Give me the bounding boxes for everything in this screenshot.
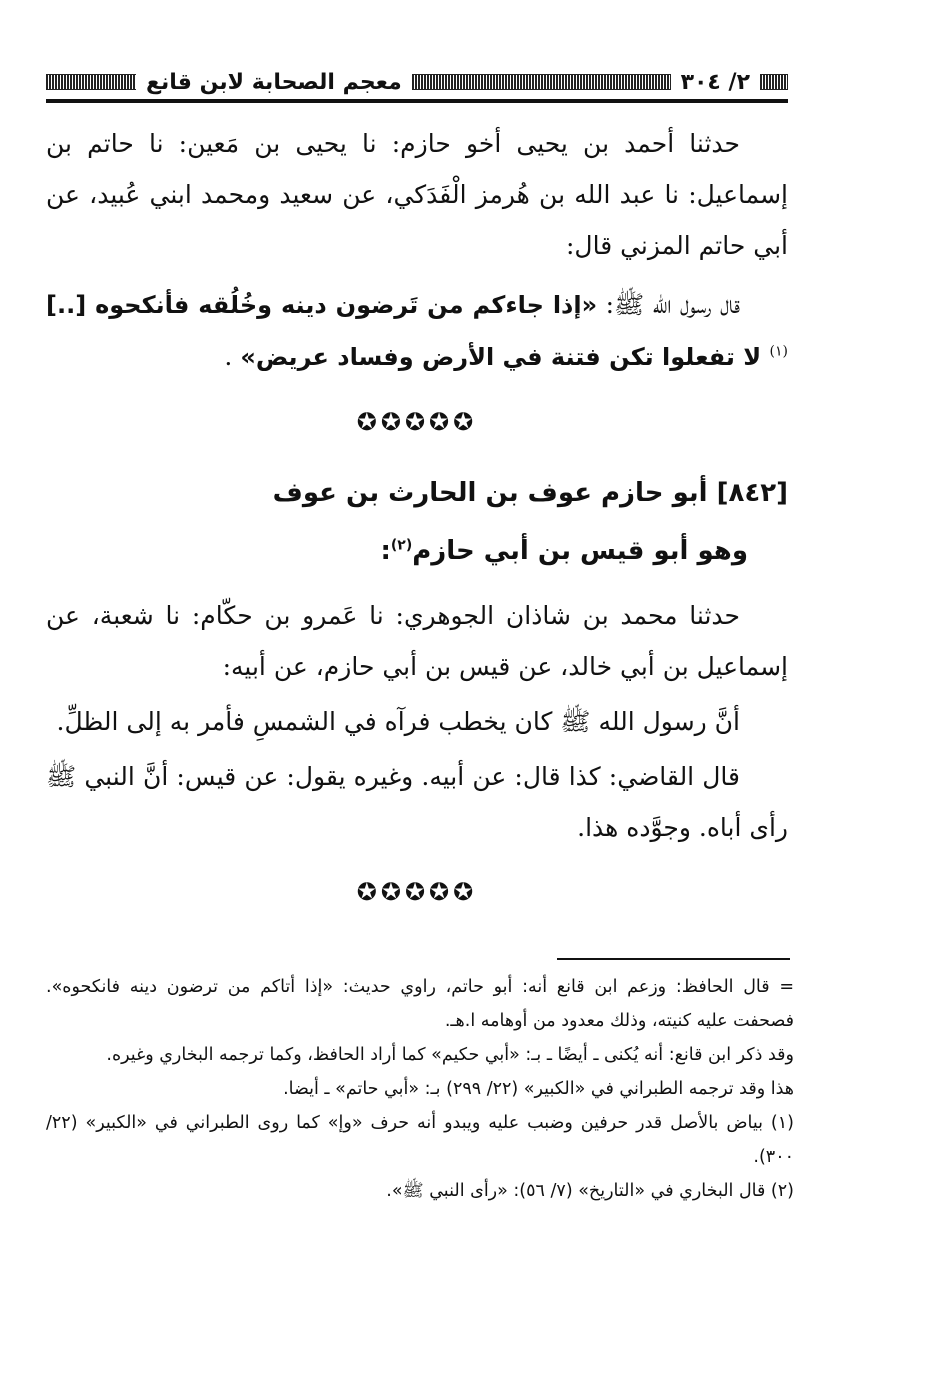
- header-ornament-right: [760, 74, 788, 90]
- hadith-quote-end: لا تفعلوا تكن فتنة في الأرض وفساد عريض»: [240, 343, 770, 371]
- footnote-continuation-1: = قال الحافظ: وزعم ابن قانع أنه: أبو حاتم، راوي حديث: «إذا أتاكم من ترضون دينه فانكحوه». فصحفت عليه كنيته، وذلك معدود من أوهامه ا.هـ.: [46, 977, 794, 1031]
- footnote-1: (١) بياض بالأصل قدر حرفين وضبب عليه ويبدو أنه حرف «وإ» كما روى الطبراني في «الكبير» (٢٢/ ٣٠٠).: [46, 1113, 794, 1167]
- section-separator: ✪✪✪✪✪: [356, 408, 478, 436]
- judge-comment: قال القاضي: كذا قال: عن أبيه. وغيره يقول: عن قيس: أنَّ النبي ﷺ رأى أباه. وجوَّده هذا.: [46, 762, 788, 842]
- footnote-2: (٢) قال البخاري في «التاريخ» (٧/ ٥٦): «رأى النبي ﷺ».: [386, 1181, 794, 1201]
- hadith-end: .: [224, 342, 241, 371]
- entry-heading: [٨٤٢] أبو حازم عوف بن الحارث بن عوف: [272, 478, 788, 508]
- entry-subheading: [46, 522, 788, 580]
- header-ornament-left: [46, 74, 136, 90]
- footnote-ref-1: (١): [769, 343, 788, 360]
- footnote-rule: [557, 958, 790, 960]
- page-header: [46, 62, 788, 102]
- page-number: ٢/ ٣٠٤: [680, 69, 750, 95]
- footnote-continuation-3: هذا وقد ترجمه الطبراني في «الكبير» (٢٢/ ٢٩٩) بـ: «أبي حاتم» ـ أيضا.: [283, 1079, 794, 1099]
- entry-sub-text: وهو أبو قيس بن أبي حازم: [412, 536, 748, 566]
- hadith-quote: «إذا جاءكم من تَرضون دينه وخُلُقه فأنكحوه [..]: [46, 291, 598, 319]
- entry-hadith-text: أنَّ رسول الله ﷺ كان يخطب فرآه في الشمسِ فأمر به إلى الظلِّ.: [56, 707, 740, 736]
- main-text: [46, 118, 788, 934]
- header-rule: [46, 99, 788, 103]
- footnote-ref-2: (٢): [390, 537, 413, 554]
- header-ornament-middle: [412, 74, 671, 90]
- hadith-chain: حدثنا أحمد بن يحيى أخو حازم: نا يحيى بن مَعين: نا حاتم بن إسماعيل: نا عبد الله بن هُرمز الْفَدَكي، عن سعيد ومحمد ابني عُبيد، عن أبي حاتم المزني قال:: [46, 129, 788, 260]
- book-title: معجم الصحابة لابن قانع: [146, 69, 402, 95]
- entry-sub-colon: :: [380, 536, 391, 566]
- footnotes: [46, 970, 794, 1208]
- entry-chain: حدثنا محمد بن شاذان الجوهري: نا عَمرو بن حكّام: نا شعبة، عن إسماعيل بن أبي خالد، عن قيس بن أبي حازم، عن أبيه:: [46, 601, 788, 681]
- hadith-text: [46, 279, 788, 383]
- hadith-intro: قال رسول الله ﷺ:: [597, 290, 741, 319]
- section-separator-2: ✪✪✪✪✪: [356, 878, 478, 906]
- footnote-continuation-2: وقد ذكر ابن قانع: أنه يُكنى ـ أيضًا ـ بـ: «أبي حكيم» كما أراد الحافظ، وكما ترجمه البخاري وغيره.: [106, 1045, 794, 1065]
